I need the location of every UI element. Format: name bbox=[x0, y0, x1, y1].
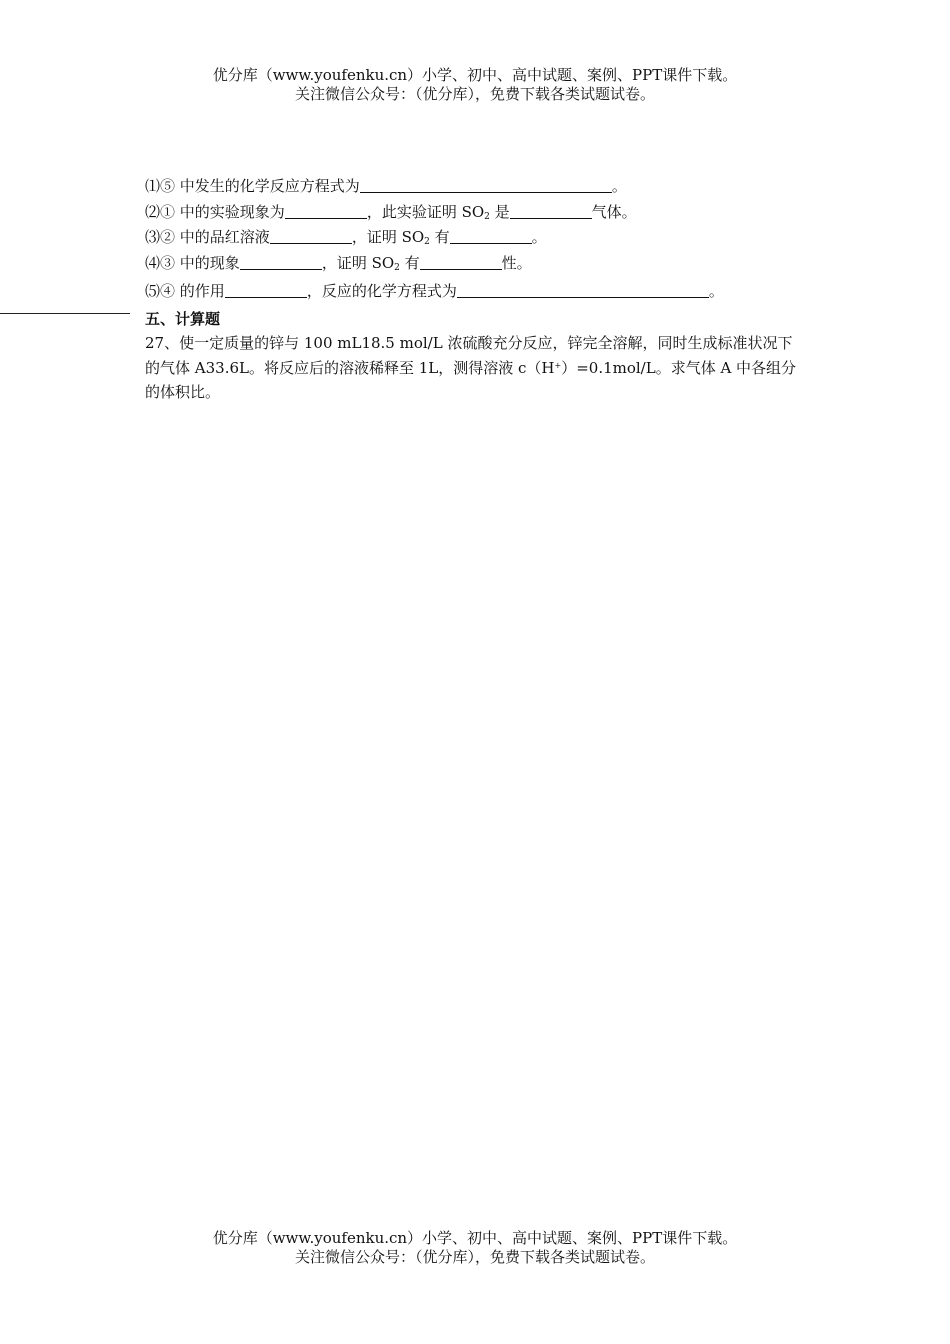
answer-blank[interactable] bbox=[270, 228, 352, 244]
superscript: + bbox=[554, 360, 562, 370]
question-4 bbox=[145, 251, 805, 277]
answer-blank[interactable] bbox=[240, 254, 322, 270]
question-text: 有 bbox=[429, 228, 450, 246]
question-text: 有 bbox=[399, 253, 420, 272]
answer-blank[interactable] bbox=[450, 228, 532, 244]
header-line-1: 优分库（www.youfenku.cn）小学、初中、高中试题、案例、PPT课件下载。 bbox=[212, 66, 738, 84]
question-text: 中的品红溶液 bbox=[175, 228, 270, 246]
subscript: 2 bbox=[484, 211, 490, 222]
question-text-end: 。 bbox=[611, 177, 627, 195]
problem-text: ）=0.1mol/L。求气体 A 中各组分的体积比。 bbox=[145, 358, 797, 401]
question-text: ，反应的化学方程式为 bbox=[306, 282, 457, 300]
question-text: ，此实验证明 SO bbox=[366, 202, 485, 221]
question-text: ，证明 SO bbox=[351, 228, 425, 246]
apparatus-number: ① bbox=[160, 202, 176, 221]
exam-content bbox=[145, 174, 805, 405]
footer-line-1: 优分库（www.youfenku.cn）小学、初中、高中试题、案例、PPT课件下载。 bbox=[212, 1229, 738, 1247]
section-title: 五、计算题 bbox=[145, 310, 221, 328]
apparatus-number: ④ bbox=[160, 282, 176, 300]
question-text: 中发生的化学反应方程式为 bbox=[175, 177, 360, 195]
question-text: ，证明 SO bbox=[321, 253, 395, 272]
header-line-2: 关注微信公众号：（优分库），免费下载各类试题试卷。 bbox=[294, 85, 655, 103]
answer-blank[interactable] bbox=[420, 254, 502, 270]
apparatus-number: ③ bbox=[160, 253, 176, 272]
subscript: 2 bbox=[394, 262, 400, 273]
page-header bbox=[0, 66, 950, 104]
page-footer bbox=[0, 1229, 950, 1267]
question-text-end: 气体。 bbox=[591, 202, 637, 221]
question-number: ⑶ bbox=[145, 228, 161, 246]
question-text-end: 。 bbox=[708, 282, 724, 300]
answer-blank[interactable] bbox=[510, 203, 592, 219]
question-text-end: 。 bbox=[531, 228, 547, 246]
problem-27 bbox=[145, 331, 805, 405]
question-number: ⑴ bbox=[145, 177, 161, 195]
margin-rule bbox=[0, 313, 130, 314]
question-1 bbox=[145, 174, 805, 200]
question-text: 中的现象 bbox=[175, 253, 240, 272]
question-number: ⑵ bbox=[145, 202, 161, 221]
question-text-end: 性。 bbox=[501, 253, 532, 272]
question-number: ⑷ bbox=[145, 253, 161, 272]
footer-line-2: 关注微信公众号：（优分库），免费下载各类试题试卷。 bbox=[294, 1248, 655, 1266]
answer-blank[interactable] bbox=[360, 177, 612, 193]
question-text: 中的实验现象为 bbox=[175, 202, 285, 221]
question-number: ⑸ bbox=[145, 282, 161, 300]
apparatus-number: ⑤ bbox=[160, 177, 176, 195]
question-3 bbox=[145, 225, 805, 251]
question-2 bbox=[145, 200, 805, 226]
apparatus-number: ② bbox=[160, 228, 176, 246]
answer-blank[interactable] bbox=[285, 203, 367, 219]
problem-text: 27、使一定质量的锌与 100 mL18.5 mol/L 浓硫酸充分反应，锌完全溶解，同时生成标准状况下的气体 A33.6L。将反应后的溶液稀释至 1L，测得溶液 c（H bbox=[145, 334, 793, 377]
question-5 bbox=[145, 276, 805, 306]
question-text: 的作用 bbox=[175, 282, 225, 300]
answer-blank[interactable] bbox=[225, 282, 307, 298]
subscript: 2 bbox=[424, 237, 430, 247]
answer-blank[interactable] bbox=[457, 282, 709, 298]
question-text: 是 bbox=[489, 202, 510, 221]
